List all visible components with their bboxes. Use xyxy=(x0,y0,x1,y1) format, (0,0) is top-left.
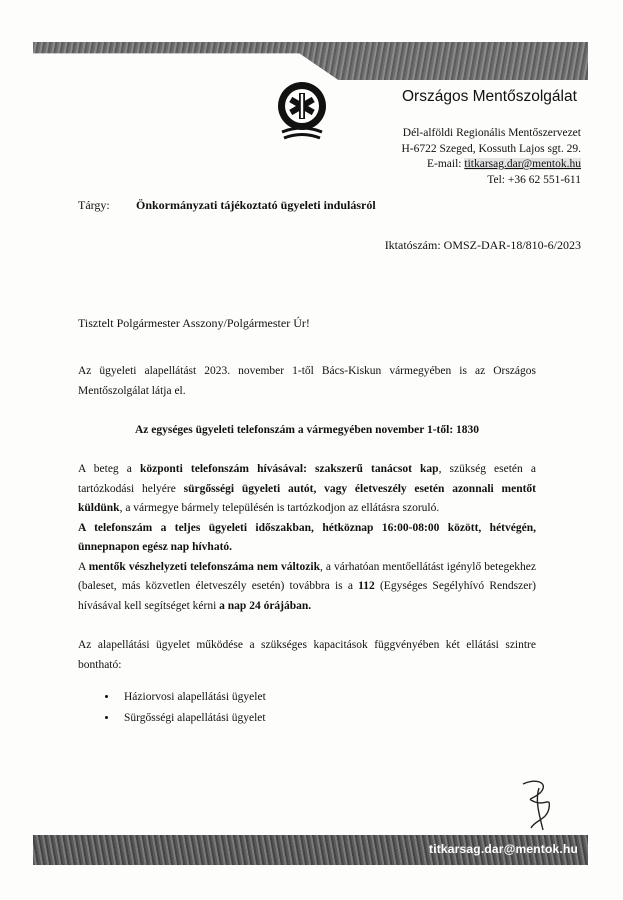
body-emphasis: a nap 24 órájában. xyxy=(219,599,312,612)
emergency-number: 112 xyxy=(358,580,375,592)
service-levels-list xyxy=(78,687,266,729)
body-text: , a vármegye bármely településén is tartózkodjon az ellátásra szoruló. xyxy=(119,502,440,514)
address-phone: Tel: +36 62 551-611 xyxy=(487,173,581,186)
address-street: H-6722 Szeged, Kossuth Lajos sgt. 29. xyxy=(401,142,581,155)
body-emphasis: sürgősségi ügyeleti autót, vagy életveszély esetén azonnali mentőt küldünk xyxy=(78,482,536,514)
email-link[interactable]: titkarsag.dar@mentok.hu xyxy=(464,158,581,170)
reference-number: Iktatószám: OMSZ-DAR-18/810-6/2023 xyxy=(384,238,581,252)
body-text: , a várhatóan mentőellátást igénylő betegekhez (baleset, más közvetlen életveszély esetén) továbbra is a xyxy=(78,560,537,592)
organization-name: Országos Mentőszolgálat xyxy=(402,88,577,105)
body-text: A xyxy=(78,560,89,573)
salutation: Tisztelt Polgármester Asszony/Polgármester Úr! xyxy=(78,316,310,330)
ambulance-star-of-life-icon xyxy=(274,80,330,142)
intro-paragraph: Az ügyeleti alapellátást 2023. november 1-től Bács-Kiskun vármegyében is az Országos Mentőszolgálat látja el. xyxy=(78,365,536,397)
body-emphasis: központi telefonszám hívásával: szakszerű tanácsot kap xyxy=(139,463,439,475)
subject-value: Önkormányzati tájékoztató ügyeleti indulásról xyxy=(136,198,376,212)
header-bar xyxy=(33,42,588,80)
sender-address xyxy=(401,126,581,188)
availability-statement: A telefonszám a teljes ügyeleti időszakban, hétköznap 16:00-08:00 között, hétvégén, ünnepnapon egész nap hívható. xyxy=(78,521,536,553)
address-region: Dél-alföldi Regionális Mentőszervezet xyxy=(402,127,581,139)
address-email-line xyxy=(401,157,581,173)
footer-email: titkarsag.dar@mentok.hu xyxy=(429,842,578,856)
body-text: (Egységes Segélyhívó Rendszer) hívásával kell segítséget kérni xyxy=(78,580,536,612)
list-item: • Háziorvosi alapellátási ügyelet xyxy=(118,687,266,708)
list-item: • Sürgősségi alapellátási ügyelet xyxy=(118,708,266,729)
subject-line xyxy=(78,198,376,213)
body-text: A beteg a xyxy=(78,463,140,475)
subject-label: Tárgy: xyxy=(78,198,110,212)
phone-number-heading: Az egységes ügyeleti telefonszám a vármegyében november 1-től: 1830 xyxy=(134,424,480,436)
body-text: , szükség esetén a tartózkodási helyére xyxy=(78,463,536,495)
body-emphasis: mentők vészhelyzeti telefonszáma nem változik xyxy=(88,560,320,573)
signature-mark xyxy=(505,776,565,834)
body-paragraph xyxy=(78,460,536,616)
email-label: E-mail: xyxy=(427,158,462,170)
levels-intro: Az alapellátási ügyelet működése a szükséges kapacitások függvényében két ellátási szintre bontható: xyxy=(78,639,536,671)
